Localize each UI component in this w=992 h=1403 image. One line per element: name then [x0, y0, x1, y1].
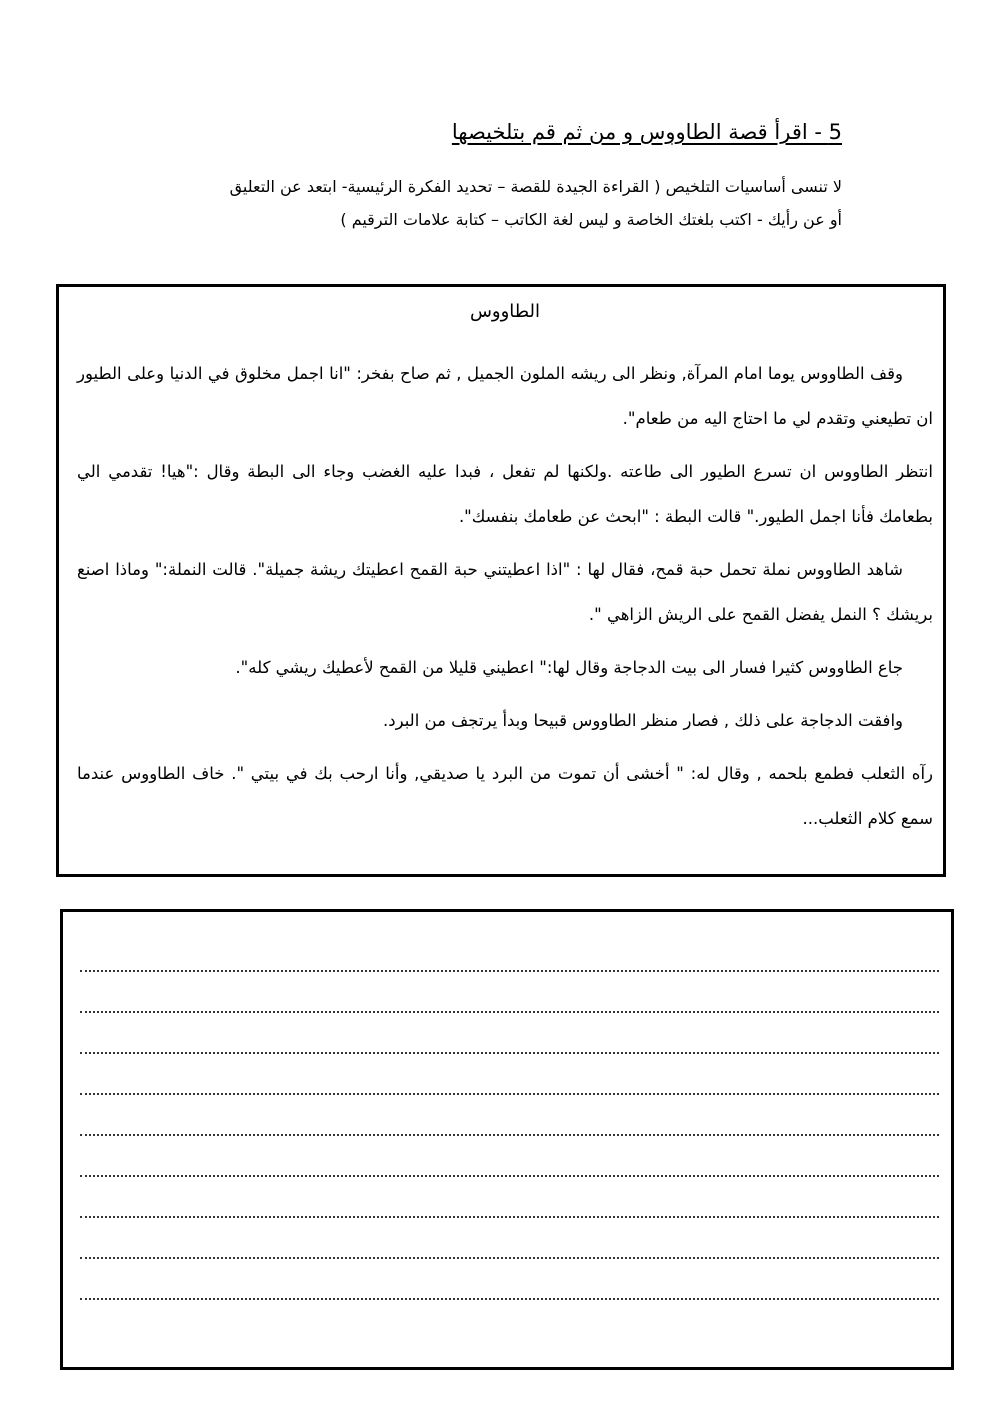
story-paragraph: جاع الطاووس كثيرا فسار الى بيت الدجاجة وقال لها:" اعطيني قليلا من القمح لأعطيك ريشي كله".	[235, 658, 903, 677]
story-box	[56, 284, 946, 877]
instruction-line: أو عن رأيك - اكتب بلغتك الخاصة و ليس لغة الكاتب – كتابة علامات الترقيم )	[340, 210, 842, 229]
answer-line[interactable]	[80, 970, 939, 972]
question-title	[452, 120, 842, 144]
answer-line[interactable]	[80, 1298, 939, 1300]
answer-line[interactable]	[80, 1011, 939, 1013]
story-paragraph: انتظر الطاووس ان تسرع الطيور الى طاعته .ولكنها لم تفعل ، فبدا عليه الغضب وجاء الى البطة وقال :"هيا! تقدمي الي بطعامك فأنا اجمل الطيور." قالت البطة : "ابحث عن طعامك بنفسك".	[77, 462, 933, 526]
answer-line[interactable]	[80, 1175, 939, 1177]
answer-line[interactable]	[80, 1134, 939, 1136]
story-title: الطاووس	[469, 301, 541, 322]
instruction-line: لا تنسى أساسيات التلخيص ( القراءة الجيدة للقصة – تحديد الفكرة الرئيسية- ابتعد عن التعليق	[229, 177, 842, 196]
answer-line[interactable]	[80, 1257, 939, 1259]
answer-line[interactable]	[80, 1093, 939, 1095]
answer-box[interactable]	[60, 909, 954, 1370]
question-instructions	[142, 170, 842, 236]
story-paragraph: رآه الثعلب فطمع بلحمه , وقال له: " أخشى أن تموت من البرد يا صديقي, وأنا ارحب بك في بيتي ". خاف الطاووس عندما سمع كلام الثعلب...	[77, 764, 933, 828]
question-title-text: - اقرأ قصة الطاووس و من ثم قم بتلخيصها	[451, 120, 829, 144]
story-paragraph: شاهد الطاووس نملة تحمل حبة قمح، فقال لها : "اذا اعطيتني حبة القمح اعطيتك ريشة جميلة". قالت النملة:" وماذا اصنع بريشك ؟ النمل يفضل القمح على الريش الزاهي ".	[77, 560, 933, 624]
story-paragraph: وقف الطاووس يوما امام المرآة, ونظر الى ريشه الملون الجميل , ثم صاح بفخر: "انا اجمل مخلوق في الدنيا وعلى الطيور ان تطيعني وتقدم لي ما احتاج اليه من طعام".	[77, 364, 933, 428]
answer-line[interactable]	[80, 1216, 939, 1218]
story-paragraph: وافقت الدجاجة على ذلك , فصار منظر الطاووس قبيحا وبدأ يرتجف من البرد.	[383, 711, 903, 730]
question-number: 5	[828, 120, 842, 144]
story-body	[77, 351, 933, 849]
answer-line[interactable]	[80, 1052, 939, 1054]
